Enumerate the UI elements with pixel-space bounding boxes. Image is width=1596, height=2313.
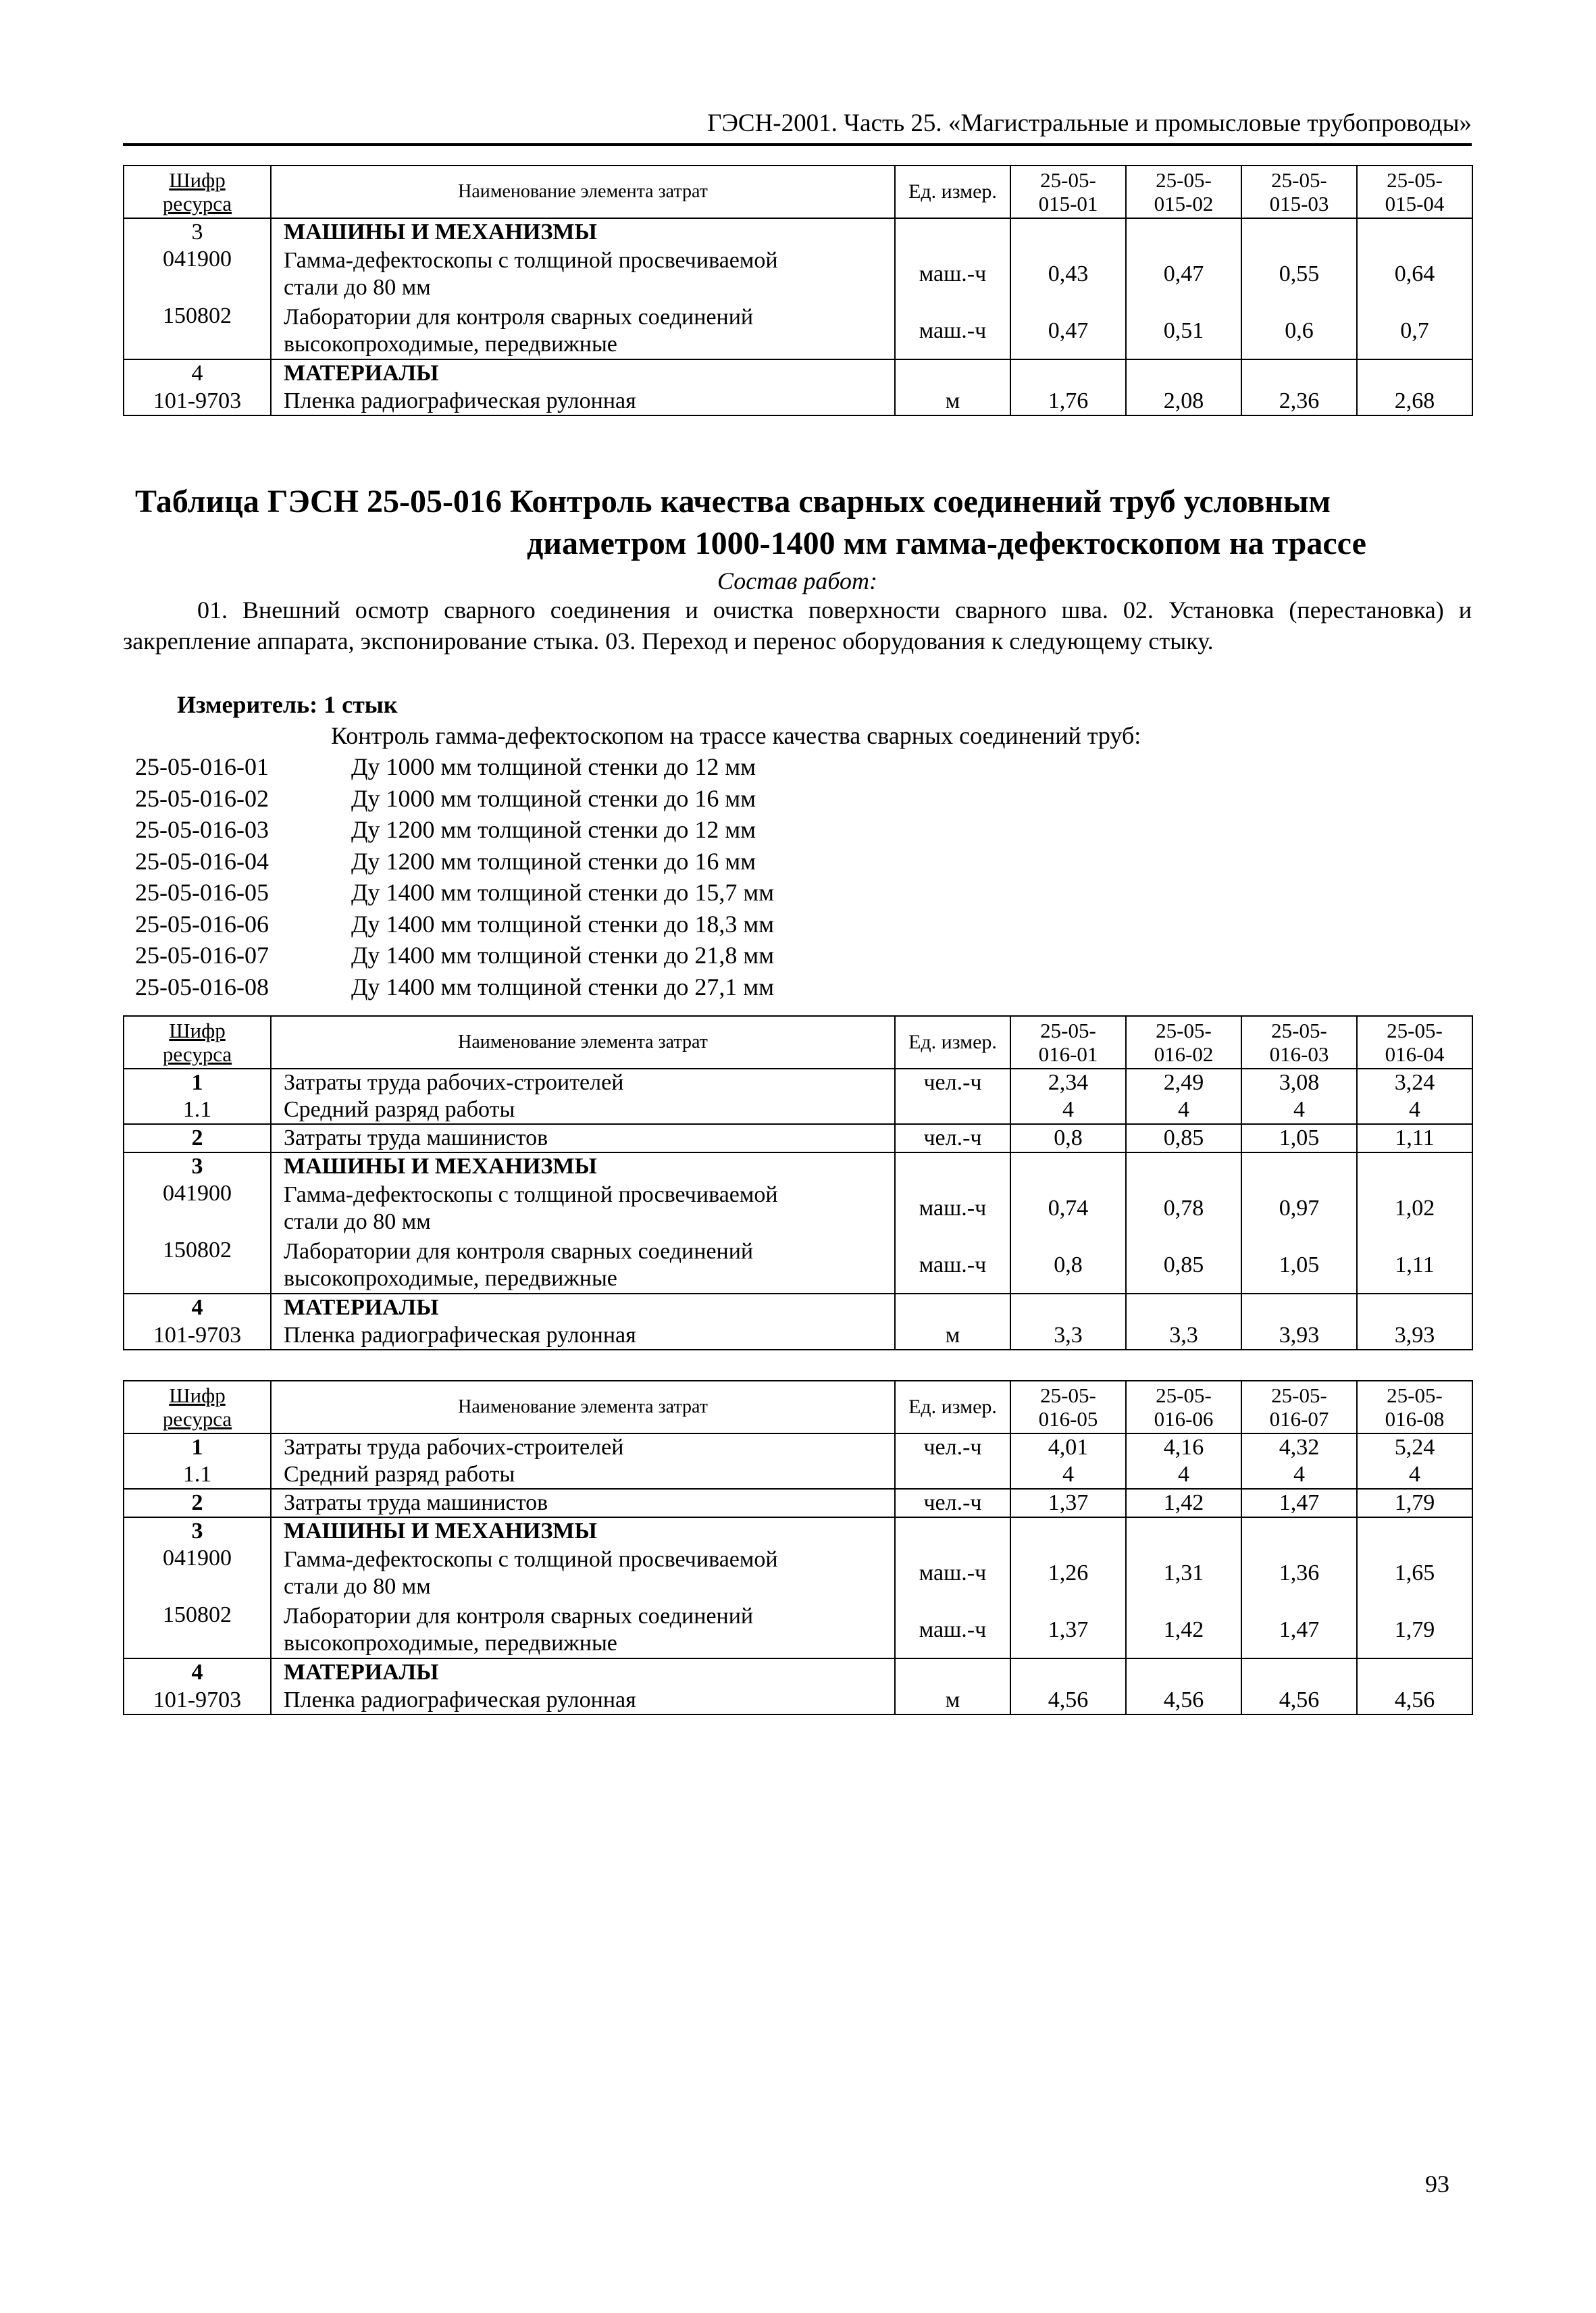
control-heading: Контроль гамма-дефектоскопом на трассе качества сварных соединений труб: — [331, 722, 1141, 749]
header-code: Шифр ресурса — [124, 166, 271, 218]
list-item: 25-05-016-05 Ду 1400 мм толщиной стенки до 15,7 мм — [135, 879, 774, 906]
header-name: Наименование элемента затрат — [271, 1381, 895, 1433]
cost-table-016-a — [123, 1015, 1473, 1350]
header-unit: Ед. измер. — [895, 1381, 1010, 1433]
header-unit: Ед. измер. — [895, 166, 1010, 218]
list-item: 25-05-016-06 Ду 1400 мм толщиной стенки до 18,3 мм — [135, 910, 774, 938]
table-row: 101-9703 Пленка радиографическая рулонная м 3,3 3,3 3,93 3,93 — [124, 1321, 1472, 1350]
table-row: 4 МАТЕРИАЛЫ — [124, 1658, 1472, 1686]
header-col-3: 25-05- 016-07 — [1241, 1381, 1357, 1433]
table-row: 041900 Гамма-дефектоскопы с толщиной просвечиваемой стали до 80 мм маш.-ч 0,74 0,78 0,97 1,02 — [124, 1180, 1472, 1237]
list-item: 25-05-016-01 Ду 1000 мм толщиной стенки до 12 мм — [135, 753, 756, 780]
table-row: 101-9703 Пленка радиографическая рулонная м 1,76 2,08 2,36 2,68 — [124, 387, 1472, 415]
header-col-3: 25-05- 015-03 — [1241, 166, 1357, 218]
cost-table-015 — [123, 165, 1473, 416]
table-row: 101-9703 Пленка радиографическая рулонная м 4,56 4,56 4,56 4,56 — [124, 1686, 1472, 1714]
header-rule — [123, 143, 1472, 146]
table-row: 1 Затраты труда рабочих-строителей чел.-ч 4,01 4,16 4,32 5,24 — [124, 1433, 1472, 1461]
list-item: 25-05-016-08 Ду 1400 мм толщиной стенки до 27,1 мм — [135, 973, 774, 1000]
header-code: Шифр ресурса — [124, 1016, 271, 1069]
header-col-2: 25-05- 016-06 — [1126, 1381, 1241, 1433]
list-item: 25-05-016-02 Ду 1000 мм толщиной стенки до 16 мм — [135, 784, 756, 812]
table-row: 3 МАШИНЫ И МЕХАНИЗМЫ — [124, 218, 1472, 246]
list-item: 25-05-016-04 Ду 1200 мм толщиной стенки до 16 мм — [135, 847, 756, 875]
header-col-4: 25-05- 015-04 — [1357, 166, 1472, 218]
running-header: ГЭСН-2001. Часть 25. «Магистральные и промысловые трубопроводы» — [707, 109, 1472, 137]
header-name: Наименование элемента затрат — [271, 1016, 895, 1069]
header-name: Наименование элемента затрат — [271, 166, 895, 218]
header-col-4: 25-05- 016-04 — [1357, 1016, 1472, 1069]
table-row: 150802 Лаборатории для контроля сварных соединений высокопроходимые, передвижные маш.-ч 0,8 0,85 1,05 1,11 — [124, 1237, 1472, 1294]
table-row: 1.1 Средний разряд работы 4 4 4 4 — [124, 1461, 1472, 1489]
table-row: 4 МАТЕРИАЛЫ — [124, 1294, 1472, 1321]
table-row: 2 Затраты труда машинистов чел.-ч 0,8 0,85 1,05 1,11 — [124, 1124, 1472, 1152]
header-col-1: 25-05- 015-01 — [1010, 166, 1126, 218]
table-row: 1 Затраты труда рабочих-строителей чел.-ч 2,34 2,49 3,08 3,24 — [124, 1069, 1472, 1096]
work-items-list — [135, 751, 774, 1002]
page-number: 93 — [1425, 2170, 1449, 2197]
table-row: 1.1 Средний разряд работы 4 4 4 4 — [124, 1096, 1472, 1124]
table-row: 150802 Лаборатории для контроля сварных соединений высокопроходимые, передвижные маш.-ч 0,47 0,51 0,6 0,7 — [124, 303, 1472, 359]
header-col-4: 25-05- 016-08 — [1357, 1381, 1472, 1433]
table-row: 4 МАТЕРИАЛЫ — [124, 359, 1472, 387]
work-description: 01. Внешний осмотр сварного соединения и очистка поверхности сварного шва. 02. Установка (перестановка) и закрепление аппарата, экспонирование стыка. 03. Переход и перенос оборудования к следующему стыку. — [123, 596, 1472, 655]
table-row: 041900 Гамма-дефектоскопы с толщиной просвечиваемой стали до 80 мм маш.-ч 0,43 0,47 0,55 0,64 — [124, 246, 1472, 303]
header-code: Шифр ресурса — [124, 1381, 271, 1433]
table-title: Таблица ГЭСН 25-05-016 Контроль качества сварных соединений труб условным диаметром 1000-1400 мм гамма-дефектоскопом на трассе — [135, 484, 1366, 561]
header-col-2: 25-05- 015-02 — [1126, 166, 1241, 218]
composition-label: Состав работ: — [717, 567, 877, 594]
list-item: 25-05-016-03 Ду 1200 мм толщиной стенки до 12 мм — [135, 816, 756, 843]
header-col-3: 25-05- 016-03 — [1241, 1016, 1357, 1069]
header-col-1: 25-05- 016-05 — [1010, 1381, 1126, 1433]
table-row: 3 МАШИНЫ И МЕХАНИЗМЫ — [124, 1517, 1472, 1545]
header-col-1: 25-05- 016-01 — [1010, 1016, 1126, 1069]
table-row: 150802 Лаборатории для контроля сварных соединений высокопроходимые, передвижные маш.-ч 1,37 1,42 1,47 1,79 — [124, 1602, 1472, 1658]
list-item: 25-05-016-07 Ду 1400 мм толщиной стенки до 21,8 мм — [135, 942, 774, 969]
table-row: 3 МАШИНЫ И МЕХАНИЗМЫ — [124, 1152, 1472, 1180]
table-row: 2 Затраты труда машинистов чел.-ч 1,37 1,42 1,47 1,79 — [124, 1489, 1472, 1517]
table-row: 041900 Гамма-дефектоскопы с толщиной просвечиваемой стали до 80 мм маш.-ч 1,26 1,31 1,36 1,65 — [124, 1545, 1472, 1602]
header-unit: Ед. измер. — [895, 1016, 1010, 1069]
header-col-2: 25-05- 016-02 — [1126, 1016, 1241, 1069]
cost-table-016-b — [123, 1380, 1473, 1715]
measure-unit: Измеритель: 1 стык — [177, 691, 398, 718]
